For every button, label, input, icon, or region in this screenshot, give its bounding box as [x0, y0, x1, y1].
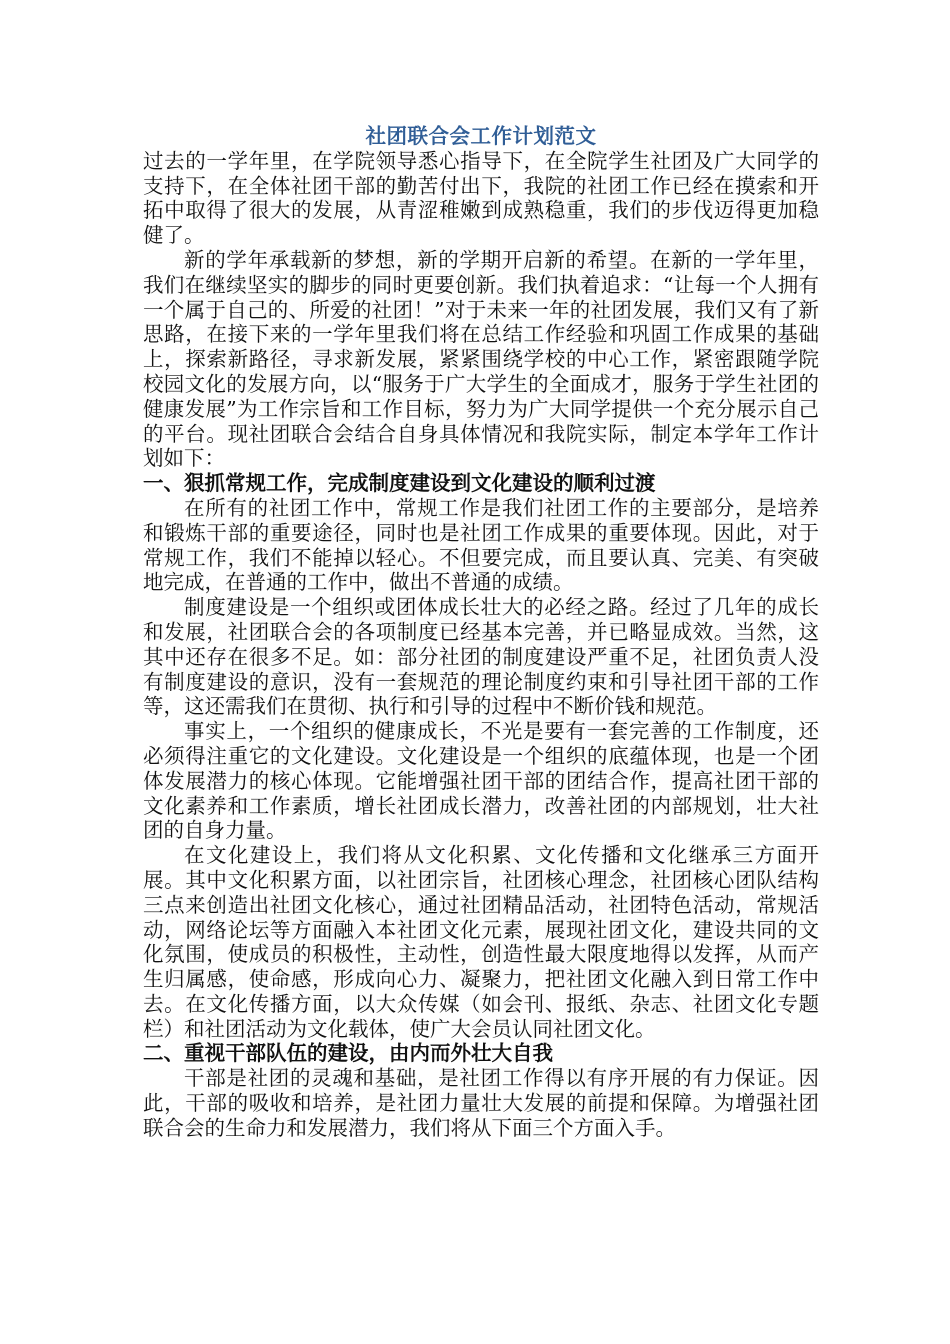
- paragraph-routine-work: 在所有的社团工作中，常规工作是我们社团工作的主要部分，是培养和锻炼干部的重要途径，同时也是社团工作成果的重要体现。因此，对于常规工作，我们不能掉以轻心。不但要完成，而且要认真、完美、有突破地完成，在普通的工作中，做出不普通的成绩。: [143, 495, 819, 595]
- paragraph-new-year: 新的学年承载新的梦想，新的学期开启新的希望。在新的一学年里，我们在继续坚实的脚步的同时更要创新。我们执着追求：“让每一个人拥有一个属于自己的、所爱的社团！”对于未来一年的社团发展，我们又有了新思路，在接下来的一学年里我们将在总结工作经验和巩固工作成果的基础上，探索新路径，寻求新发展，紧紧围绕学校的中心工作，紧密跟随学院校园文化的发展方向，以“服务于广大学生的全面成才，服务于学生社团的健康发展”为工作宗旨和工作目标，努力为广大同学提供一个充分展示自己的平台。现社团联合会结合自身具体情况和我院实际，制定本学年工作计划如下：: [143, 247, 819, 471]
- document-page: [143, 124, 819, 1141]
- paragraph-intro: 过去的一学年里，在学院领导悉心指导下，在全院学生社团及广大同学的支持下，在全体社团干部的勤苦付出下，我院的社团工作已经在摸索和开拓中取得了很大的发展，从青涩稚嫩到成熟稳重，我们的步伐迈得更加稳健了。: [143, 148, 819, 248]
- paragraph-culture-plan: 在文化建设上，我们将从文化积累、文化传播和文化继承三方面开展。其中文化积累方面，以社团宗旨，社团核心理念，社团核心团队结构三点来创造出社团文化核心，通过社团精品活动，社团特色活动，常规活动，网络论坛等方面融入本社团文化元素，展现社团文化，建设共同的文化氛围，使成员的积极性，主动性，创造性最大限度地得以发挥，从而产生归属感，使命感，形成向心力、凝聚力，把社团文化融入到日常工作中去。在文化传播方面，以大众传媒（如会刊、报纸、杂志、社团文化专题栏）和社团活动为文化载体，使广大会员认同社团文化。: [143, 843, 819, 1041]
- paragraph-culture-building: 事实上，一个组织的健康成长，不光是要有一套完善的工作制度，还必须得注重它的文化建设。文化建设是一个组织的底蕴体现，也是一个团体发展潜力的核心体现。它能增强社团干部的团结合作，提高社团干部的文化素养和工作素质，增长社团成长潜力，改善社团的内部规划，壮大社团的自身力量。: [143, 719, 819, 843]
- section-heading-1: 一、狠抓常规工作，完成制度建设到文化建设的顺利过渡: [143, 471, 656, 496]
- section-heading-2: 二、重视干部队伍的建设，由内而外壮大自我: [143, 1041, 553, 1066]
- document-title: 社团联合会工作计划范文: [365, 124, 597, 148]
- paragraph-cadres: 干部是社团的灵魂和基础，是社团工作得以有序开展的有力保证。因此，干部的吸收和培养，是社团力量壮大发展的前提和保障。为增强社团联合会的生命力和发展潜力，我们将从下面三个方面入手。: [143, 1066, 819, 1140]
- paragraph-system-building: 制度建设是一个组织或团体成长壮大的必经之路。经过了几年的成长和发展，社团联合会的各项制度已经基本完善，并已略显成效。当然，这其中还存在很多不足。如：部分社团的制度建设严重不足，社团负责人没有制度建设的意识，没有一套规范的理论制度约束和引导社团干部的工作等，这还需我们在贯彻、执行和引导的过程中不断价钱和规范。: [143, 595, 819, 719]
